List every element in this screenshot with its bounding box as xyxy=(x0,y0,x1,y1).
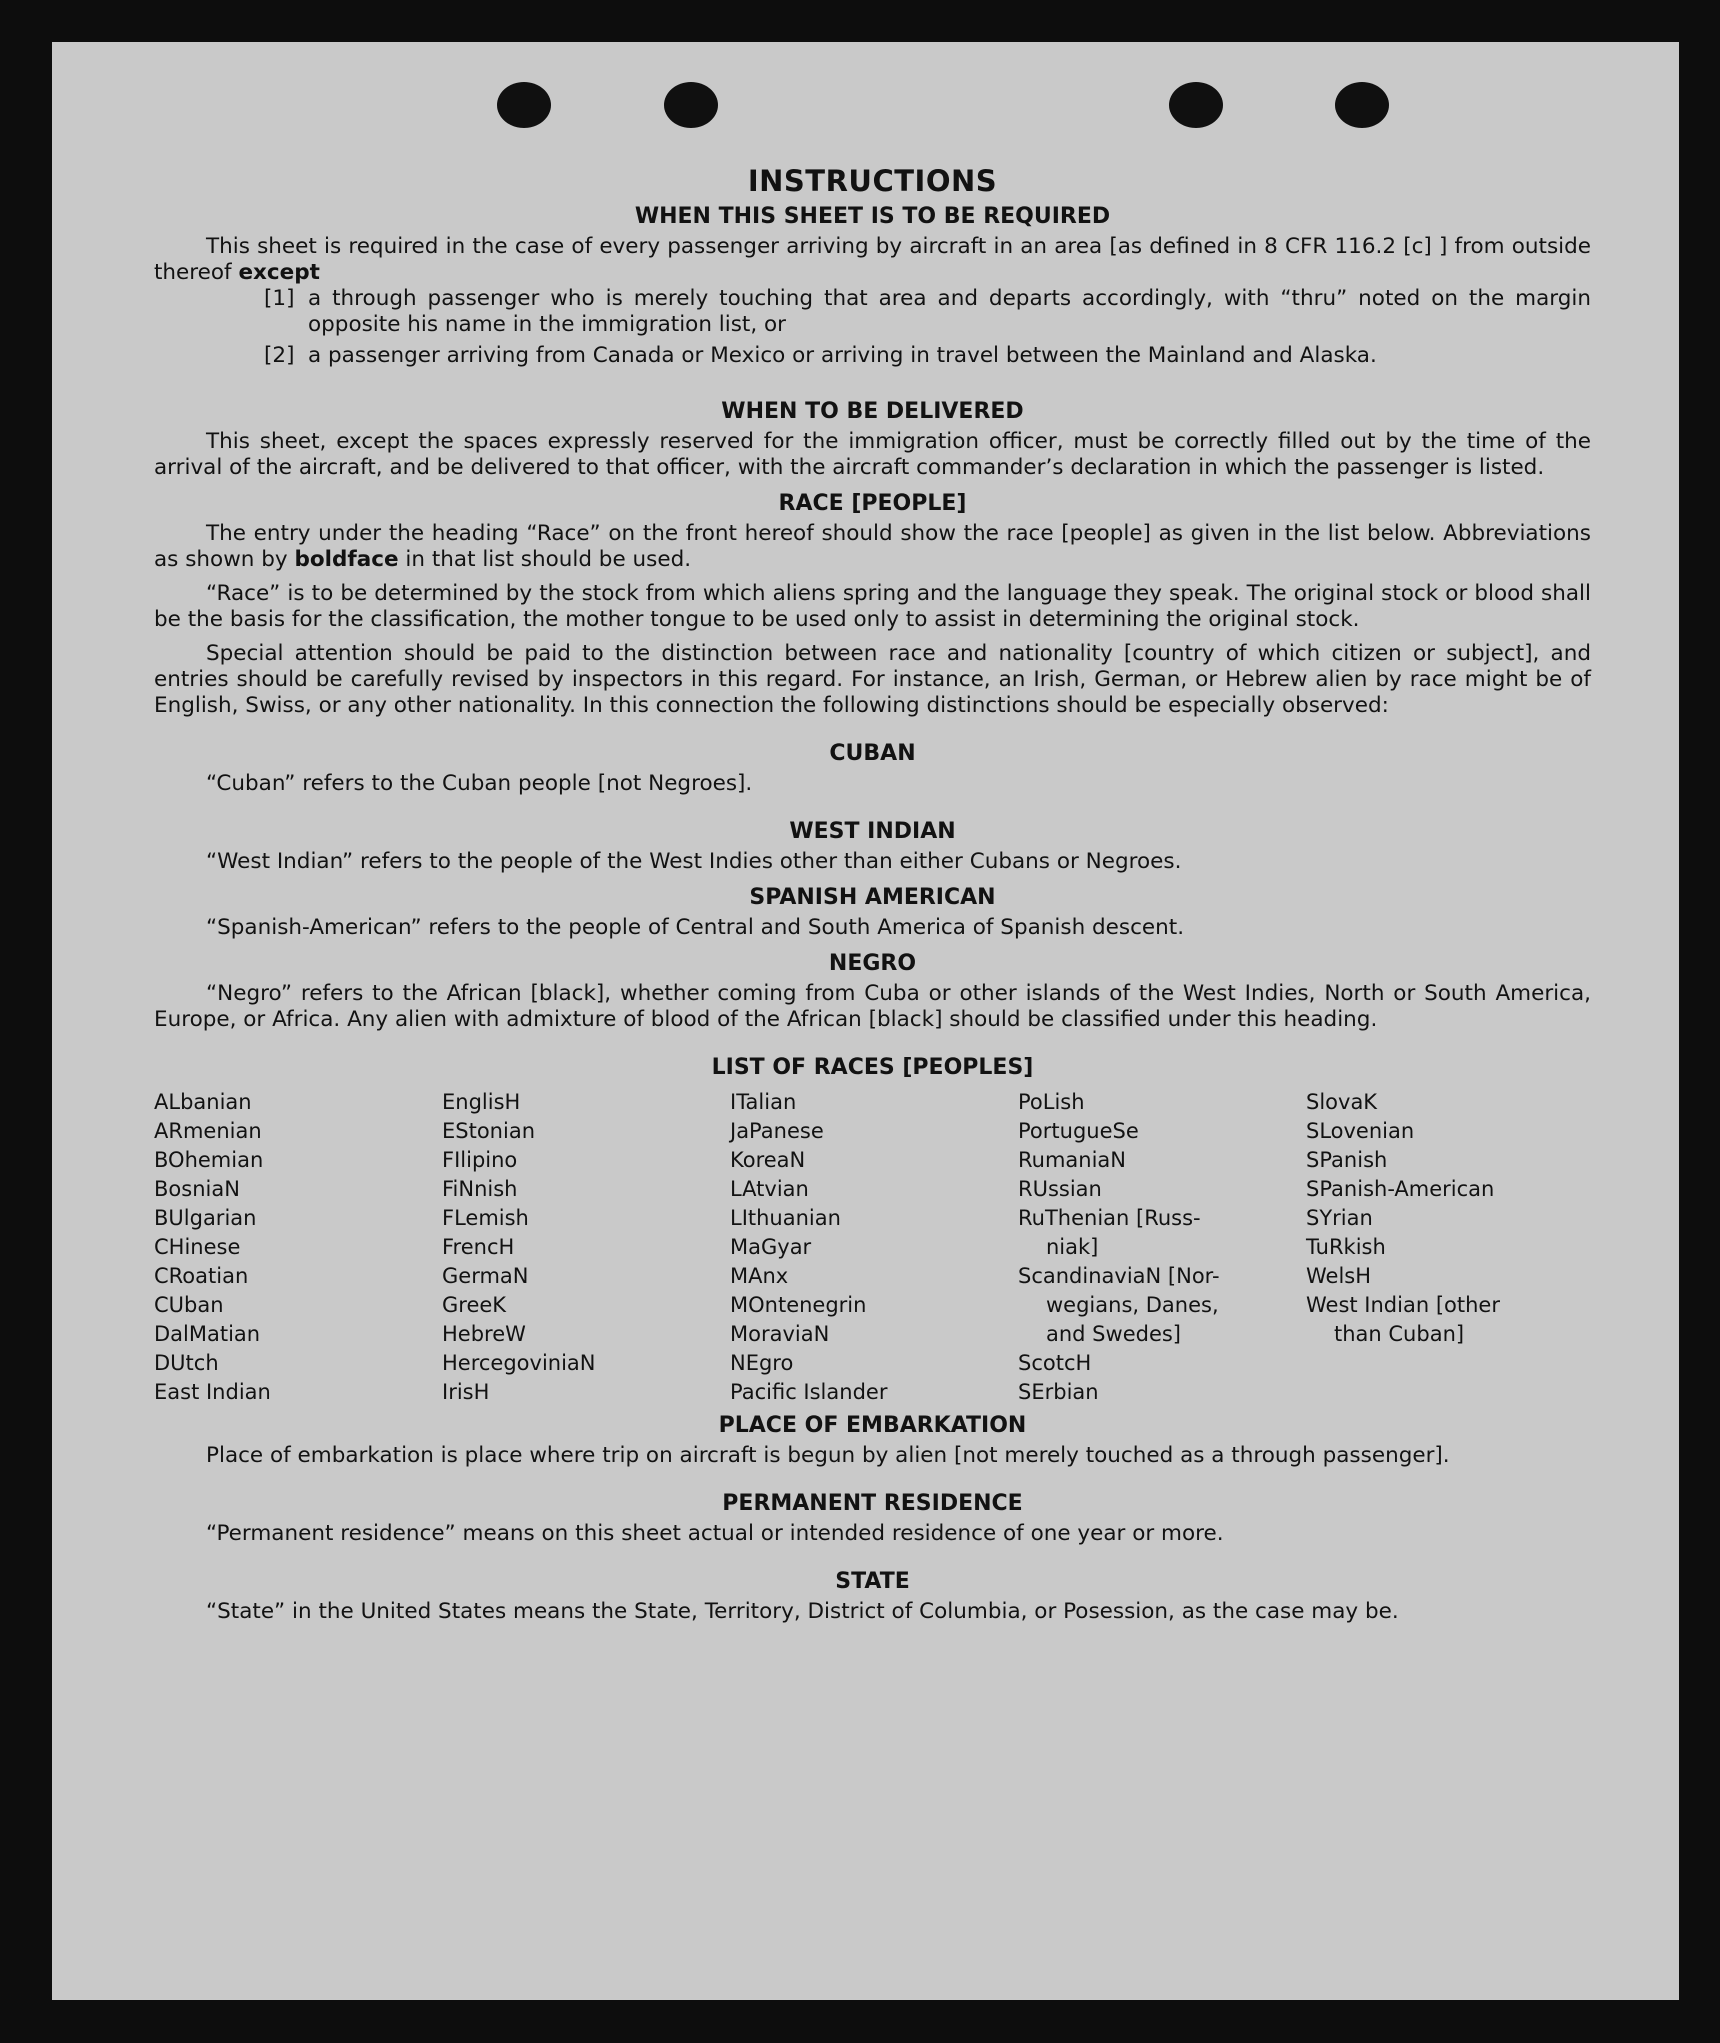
section-heading-required: WHEN THIS SHEET IS TO BE REQUIRED xyxy=(634,204,1111,229)
race-p1-text: The entry under the heading “Race” on the front hereof should show the race [people] as given in the list below. Abbreviations as shown by xyxy=(154,521,1591,572)
section-heading-west-indian: WEST INDIAN xyxy=(789,819,956,844)
state-text: “State” in the United States means the State, Territory, District of Columbia, or Posession, as the case may be. xyxy=(206,1599,1399,1624)
race-entry: FrencH xyxy=(442,1235,515,1259)
punch-hole xyxy=(664,82,718,128)
cuban-text: “Cuban” refers to the Cuban people [not Negroes]. xyxy=(206,771,753,796)
race-entry: West Indian [other xyxy=(1306,1293,1500,1317)
race-entry: FLemish xyxy=(442,1206,529,1230)
race-entry: and Swedes] xyxy=(1046,1322,1181,1346)
race-entry: TuRkish xyxy=(1306,1235,1386,1259)
race-entry: MaGyar xyxy=(730,1235,812,1259)
delivered-text: This sheet, except the spaces expressly reserved for the immigration officer, must be correctly filled out by the time of the arrival of the aircraft, and be delivered to that officer, with the aircraft commander’s declaration in which the passenger is listed. xyxy=(154,429,1591,480)
race-entry: EStonian xyxy=(442,1119,536,1143)
race-entry: MAnx xyxy=(730,1264,789,1288)
race-entry: niak] xyxy=(1046,1235,1099,1259)
race-paragraph-1 xyxy=(154,521,1591,573)
item-text: a passenger arriving from Canada or Mexico or arriving in travel between the Mainland and Alaska. xyxy=(308,343,1377,368)
race-entry: LAtvian xyxy=(730,1177,809,1201)
race-entry: SlovaK xyxy=(1306,1090,1378,1114)
race-entry: FiNnish xyxy=(442,1177,518,1201)
race-entry: HebreW xyxy=(442,1322,526,1346)
section-heading-race: RACE [PEOPLE] xyxy=(778,491,967,516)
race-entry: HercegoviniaN xyxy=(442,1351,596,1375)
page-title: INSTRUCTIONS xyxy=(747,164,998,198)
section-heading-delivered: WHEN TO BE DELIVERED xyxy=(721,399,1024,424)
section-heading-list-of-races: LIST OF RACES [PEOPLES] xyxy=(711,1055,1034,1080)
race-column xyxy=(1306,1088,1591,1407)
race-column xyxy=(154,1088,442,1407)
race-entry: LIthuanian xyxy=(730,1206,841,1230)
west-indian-text: “West Indian” refers to the people of the West Indies other than either Cubans or Negroes. xyxy=(206,849,1182,874)
race-entry: CHinese xyxy=(154,1235,241,1259)
race-entry: than Cuban] xyxy=(1334,1322,1465,1346)
race-p1-bold: boldface xyxy=(294,547,399,572)
race-paragraph-3: Special attention should be paid to the distinction between race and nationality [country of which citizen or subject], and entries should be carefully revised by inspectors in this regard. For instance, an Irish, German, or Hebrew alien by race might be of English, Swiss, or any other nationality. In this connection the following distinctions should be especially observed: xyxy=(154,641,1591,718)
race-entry: RuThenian [Russ- xyxy=(1018,1206,1201,1230)
item-number: [1] xyxy=(264,286,295,311)
race-entry: RumaniaN xyxy=(1018,1148,1127,1172)
race-entry: DUtch xyxy=(154,1351,219,1375)
race-entry: wegians, Danes, xyxy=(1046,1293,1219,1317)
race-paragraph-2: “Race” is to be determined by the stock from which aliens spring and the language they speak. The original stock or blood shall be the basis for the classification, the mother tongue to be used only to assist in determining the original stock. xyxy=(154,581,1591,632)
punch-hole xyxy=(1335,82,1389,128)
section-heading-residence: PERMANENT RESIDENCE xyxy=(722,1491,1023,1516)
required-intro-text: This sheet is required in the case of every passenger arriving by aircraft in an area [as defined in 8 CFR 116.2 [c] ] from outside thereof xyxy=(154,234,1591,285)
race-entry: Pacific Islander xyxy=(730,1380,888,1404)
item-text: a through passenger who is merely touching that area and departs accordingly, with “thru” noted on the margin opposite his name in the immigration list, or xyxy=(308,286,1591,337)
race-entry: East Indian xyxy=(154,1380,271,1404)
race-entry: DalMatian xyxy=(154,1322,261,1346)
race-entry: SPanish xyxy=(1306,1148,1388,1172)
race-entry: WelsH xyxy=(1306,1264,1372,1288)
race-entry: ScotcH xyxy=(1018,1351,1092,1375)
race-entry: BUlgarian xyxy=(154,1206,257,1230)
race-entry: MOntenegrin xyxy=(730,1293,867,1317)
item-number: [2] xyxy=(264,343,295,368)
race-entry: ARmenian xyxy=(154,1119,262,1143)
race-entry: GreeK xyxy=(442,1293,507,1317)
negro-text: “Negro” refers to the African [black], whether coming from Cuba or other islands of the West Indies, North or South America, Europe, or Africa. Any alien with admixture of blood of the African [black] should be classified under this heading. xyxy=(154,981,1591,1032)
race-entry: SErbian xyxy=(1018,1380,1099,1404)
race-entry: BOhemian xyxy=(154,1148,264,1172)
race-entry: KoreaN xyxy=(730,1148,806,1172)
required-intro-bold: except xyxy=(238,260,320,285)
document-sheet xyxy=(52,42,1679,2000)
race-entry: SPanish-American xyxy=(1306,1177,1495,1201)
race-entry: ALbanian xyxy=(154,1090,252,1114)
race-entry: CUban xyxy=(154,1293,224,1317)
race-entry: MoraviaN xyxy=(730,1322,830,1346)
race-entry: BosniaN xyxy=(154,1177,240,1201)
races-list xyxy=(154,1088,1591,1407)
race-entry: GermaN xyxy=(442,1264,529,1288)
race-p1-text-end: in that list should be used. xyxy=(405,547,692,572)
race-entry: FIlipino xyxy=(442,1148,518,1172)
instructions-content xyxy=(154,164,1591,1625)
race-entry: SYrian xyxy=(1306,1206,1373,1230)
race-column xyxy=(442,1088,730,1407)
race-entry: RUssian xyxy=(1018,1177,1102,1201)
race-entry: IrisH xyxy=(442,1380,490,1404)
race-entry: ITalian xyxy=(730,1090,797,1114)
required-intro xyxy=(154,234,1591,286)
race-entry: EnglisH xyxy=(442,1090,521,1114)
race-column xyxy=(1018,1088,1306,1407)
race-entry: JaPanese xyxy=(730,1119,824,1143)
race-entry: NEgro xyxy=(730,1351,794,1375)
race-entry: CRoatian xyxy=(154,1264,249,1288)
spanish-american-text: “Spanish-American” refers to the people of Central and South America of Spanish descent. xyxy=(206,915,1185,940)
embarkation-text: Place of embarkation is place where trip on aircraft is begun by alien [not merely touched as a through passenger]. xyxy=(206,1443,1450,1468)
section-heading-spanish-american: SPANISH AMERICAN xyxy=(749,885,996,910)
punch-hole xyxy=(1169,82,1223,128)
section-heading-state: STATE xyxy=(835,1569,910,1594)
residence-text: “Permanent residence” means on this sheet actual or intended residence of one year or more. xyxy=(206,1521,1224,1546)
race-column xyxy=(730,1088,1018,1407)
required-item xyxy=(264,343,1591,369)
race-entry: PortugueSe xyxy=(1018,1119,1139,1143)
race-entry: SLovenian xyxy=(1306,1119,1415,1143)
race-entry: PoLish xyxy=(1018,1090,1085,1114)
section-heading-cuban: CUBAN xyxy=(829,741,916,766)
section-heading-embarkation: PLACE OF EMBARKATION xyxy=(718,1413,1027,1438)
race-entry: ScandinaviaN [Nor- xyxy=(1018,1264,1220,1288)
punch-hole xyxy=(497,82,551,128)
section-heading-negro: NEGRO xyxy=(828,951,917,976)
required-item xyxy=(264,286,1591,338)
